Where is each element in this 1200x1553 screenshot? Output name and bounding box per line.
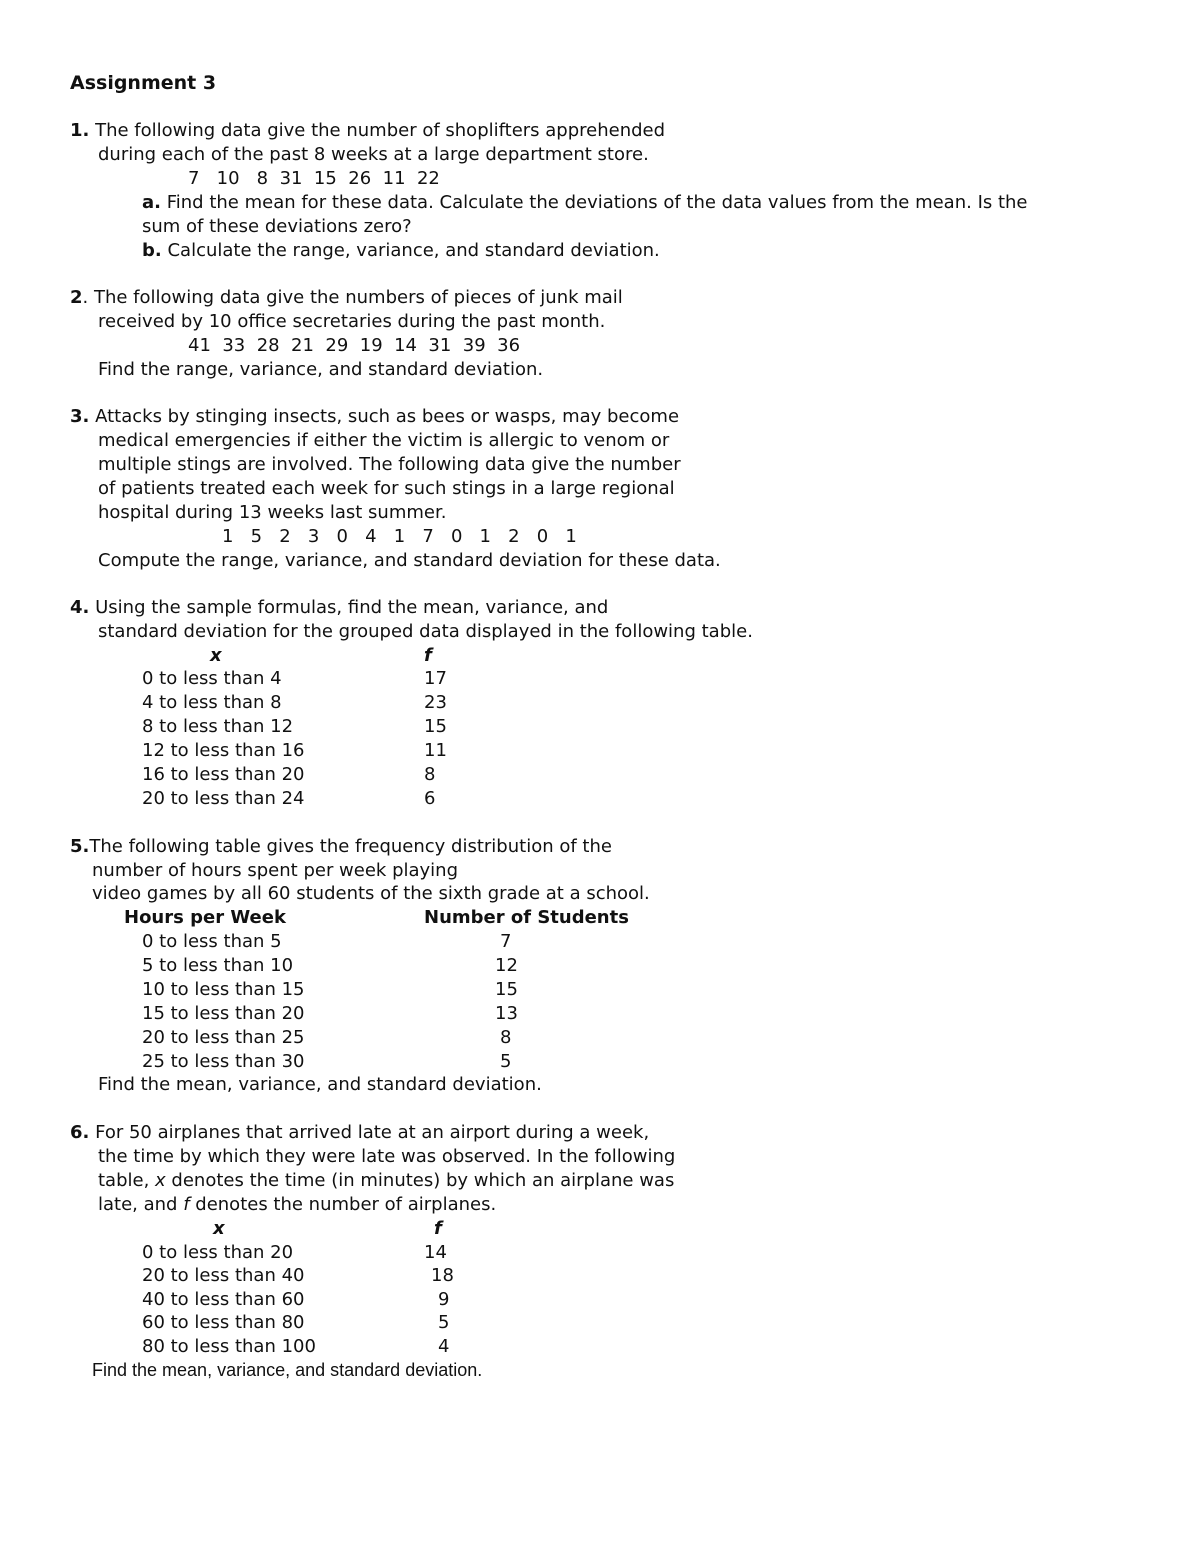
question-1a-label: a.: [142, 192, 161, 213]
question-1-text-1: The following data give the number of shoplifters apprehended: [95, 120, 666, 141]
question-1-text-2: during each of the past 8 weeks at a large department store.: [98, 144, 649, 165]
question-5-row-3-hours: 10 to less than 15: [142, 979, 305, 1000]
question-1a-text-1: Find the mean for these data. Calculate the deviations of the data values from the mean. Is the: [166, 192, 1028, 213]
question-5-row-5-hours: 20 to less than 25: [142, 1027, 305, 1048]
question-1b-line: [142, 240, 660, 262]
question-4-row-6-f: 6: [424, 788, 436, 809]
question-4-row-4-x: 12 to less than 16: [142, 740, 305, 761]
question-6-text-1: For 50 airplanes that arrived late at an airport during a week,: [95, 1122, 650, 1143]
question-4-row-5-f: 8: [424, 764, 436, 785]
question-3-text-5: hospital during 13 weeks last summer.: [98, 502, 447, 523]
question-5-row-4-hours: 15 to less than 20: [142, 1003, 305, 1024]
question-6-line-1: [70, 1122, 649, 1144]
question-4-row-2-f: 23: [424, 692, 447, 713]
question-4-number: 4.: [70, 597, 90, 618]
question-6-row-2-x: 20 to less than 40: [142, 1265, 305, 1286]
question-5-row-4-students: 13: [495, 1003, 518, 1024]
question-4-header-x: x: [210, 645, 222, 666]
question-1b-label: b.: [142, 240, 162, 261]
question-5-row-2-students: 12: [495, 955, 518, 976]
question-4-row-3-f: 15: [424, 716, 447, 737]
question-3-number: 3.: [70, 406, 90, 427]
question-4-row-3-x: 8 to less than 12: [142, 716, 294, 737]
question-4-row-1-f: 17: [424, 668, 447, 689]
question-2-data: 41 33 28 21 29 19 14 31 39 36: [188, 335, 521, 356]
question-4-row-2-x: 4 to less than 8: [142, 692, 282, 713]
question-6-row-4-f: 5: [438, 1312, 450, 1333]
question-4-row-4-f: 11: [424, 740, 447, 761]
question-6-text-2: the time by which they were late was observed. In the following: [98, 1146, 676, 1167]
question-6-row-2-f: 18: [431, 1265, 454, 1286]
question-5-row-5-students: 8: [500, 1027, 512, 1048]
question-6-row-5-x: 80 to less than 100: [142, 1336, 316, 1357]
question-6-text-5: Find the mean, variance, and standard deviation.: [92, 1360, 483, 1380]
question-1-number: 1.: [70, 120, 90, 141]
question-6-line-3: [98, 1170, 674, 1192]
question-2-number: 2: [70, 287, 83, 308]
question-1-line-1: [70, 120, 665, 142]
question-6-row-3-x: 40 to less than 60: [142, 1289, 305, 1310]
question-6-number: 6.: [70, 1122, 90, 1143]
question-4-header-f: f: [424, 645, 432, 666]
question-6-text-4b: denotes the number of airplanes.: [189, 1194, 497, 1215]
question-5-text-1: The following table gives the frequency distribution of the: [89, 836, 612, 857]
question-6-row-3-f: 9: [438, 1289, 450, 1310]
question-5-text-3: video games by all 60 students of the sixth grade at a school.: [92, 883, 650, 904]
question-6-var-x: x: [155, 1170, 166, 1191]
question-4-text-1: Using the sample formulas, find the mean, variance, and: [95, 597, 609, 618]
question-3-text-4: of patients treated each week for such stings in a large regional: [98, 478, 675, 499]
question-6-text-4a: late, and: [98, 1194, 184, 1215]
question-6-text-3a: table,: [98, 1170, 156, 1191]
question-5-row-1-students: 7: [500, 931, 512, 952]
question-4-row-6-x: 20 to less than 24: [142, 788, 305, 809]
question-6-row-4-x: 60 to less than 80: [142, 1312, 305, 1333]
question-2-text-1: . The following data give the numbers of pieces of junk mail: [82, 287, 623, 308]
question-6-header-x: x: [213, 1218, 225, 1239]
question-5-header-hours: Hours per Week: [124, 907, 286, 928]
question-6-var-f: f: [183, 1194, 190, 1215]
question-2-text-3: Find the range, variance, and standard deviation.: [98, 359, 544, 380]
question-6-row-1-f: 14: [424, 1242, 447, 1263]
question-5-text-4: Find the mean, variance, and standard deviation.: [98, 1074, 542, 1095]
question-5-row-2-hours: 5 to less than 10: [142, 955, 294, 976]
question-5-row-6-students: 5: [500, 1051, 512, 1072]
question-5-line-1: [70, 836, 612, 858]
question-2-text-2: received by 10 office secretaries during the past month.: [98, 311, 606, 332]
question-1b-text: Calculate the range, variance, and standard deviation.: [167, 240, 660, 261]
question-3-text-3: multiple stings are involved. The following data give the number: [98, 454, 681, 475]
question-4-text-2: standard deviation for the grouped data displayed in the following table.: [98, 621, 753, 642]
question-5-text-2: number of hours spent per week playing: [92, 860, 459, 881]
question-5-row-3-students: 15: [495, 979, 518, 1000]
question-3-line-1: [70, 406, 679, 428]
question-1a-line-1: [142, 192, 1028, 214]
question-5-row-1-hours: 0 to less than 5: [142, 931, 282, 952]
question-6-row-5-f: 4: [438, 1336, 450, 1357]
question-3-data: 1 5 2 3 0 4 1 7 0 1 2 0 1: [222, 526, 577, 547]
question-2-line-1: [70, 287, 623, 309]
question-3-text-6: Compute the range, variance, and standard deviation for these data.: [98, 550, 721, 571]
question-5-header-students: Number of Students: [424, 907, 629, 928]
question-6-line-4: [98, 1194, 496, 1216]
question-5-row-6-hours: 25 to less than 30: [142, 1051, 305, 1072]
question-6-row-1-x: 0 to less than 20: [142, 1242, 294, 1263]
question-4-line-1: [70, 597, 608, 619]
question-5-number: 5.: [70, 836, 90, 857]
question-4-row-5-x: 16 to less than 20: [142, 764, 305, 785]
question-4-row-1-x: 0 to less than 4: [142, 668, 282, 689]
page-title: Assignment 3: [70, 72, 217, 94]
question-3-text-2: medical emergencies if either the victim is allergic to venom or: [98, 430, 670, 451]
question-1-data: 7 10 8 31 15 26 11 22: [188, 168, 440, 189]
question-3-text-1: Attacks by stinging insects, such as bees or wasps, may become: [95, 406, 680, 427]
question-6-text-3b: denotes the time (in minutes) by which an airplane was: [165, 1170, 675, 1191]
question-1a-text-2: sum of these deviations zero?: [142, 216, 412, 237]
question-6-header-f: f: [434, 1218, 442, 1239]
